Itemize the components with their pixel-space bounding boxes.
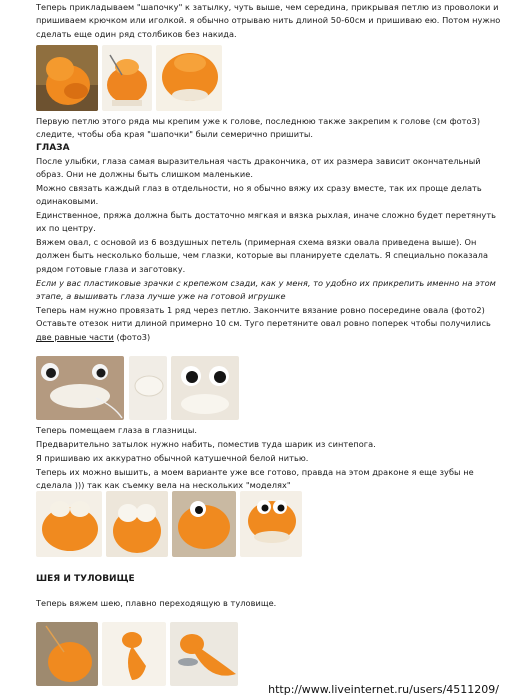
photo-eye-pair <box>171 356 239 420</box>
paragraph-sew-eyes: Я пришиваю их аккуратно обычной катушечной белой нитью. <box>36 453 309 463</box>
photo-head-eyes-side <box>106 491 168 557</box>
photo-dragon-smile <box>240 491 302 557</box>
heading-eyes: ГЛАЗА <box>36 143 70 153</box>
paragraph-embroider: Теперь их можно вышить, а моем варианте уже все готово, правда на этом драконе я еще зубы не сделала ))) так как съемку вела на нескольких "моделях" <box>36 467 474 491</box>
paragraph-eyes-together: Можно связать каждый глаз в отдельности, но я обычно вяжу их сразу вместе, так их проще делать одинаковыми. <box>36 183 482 207</box>
photo-neck-knit <box>36 622 98 686</box>
paragraph-knit-neck: Теперь вяжем шею, плавно переходящую в туловище. <box>36 598 277 608</box>
paragraph-plastic-pupils: Если у вас пластиковые зрачки с крепежом сзади, как у меня, то удобно их прикрепить именно на этом этапе, а вышивать глаза лучше уже на готовой игрушке <box>36 278 496 302</box>
photo-head-cap <box>102 45 152 111</box>
photo-head-eyes-top <box>36 491 102 557</box>
paragraph-place-eyes: Теперь помещаем глаза в глазницы. <box>36 425 197 435</box>
photo-dragon-body <box>102 622 166 686</box>
watermark-url[interactable]: http://www.liveinternet.ru/users/4511209/ <box>268 683 499 696</box>
photo-dragon-full <box>170 622 238 686</box>
paragraph-knit-row: Теперь нам нужно провязать 1 ряд через петлю. Закончите вязание ровно посередине овала (фото2) Оставьте отезок нити длиной примерно 10 см. Туго перетяните овал ровно поперек чтобы получились две равные части (фото3) <box>36 305 491 342</box>
photo-row-cap <box>36 45 222 111</box>
paragraph-eyes-intro: После улыбки, глаза самая выразительная часть дракончика, от их размера зависит окончательный образ. Они не должны быть слишком маленькие. <box>36 156 481 180</box>
photo-dragon-side <box>172 491 236 557</box>
paragraph-stuff-head: Предварительно затылок нужно набить, поместив туда шарик из синтепога. <box>36 439 376 449</box>
photo-head-front <box>156 45 222 111</box>
paragraph-cap-attach: Теперь прикладываем "шапочку" к затылку, чуть выше, чем середина, прикрывая петлю из проволоки и пришиваем крючком или иголкой. я обычно отрываю нить длиной 50-60см и пришиваю ею. Потом нужно сделать еще один ряд столбиков без накида. <box>36 2 501 39</box>
photo-eye-blank <box>36 356 124 420</box>
heading-neck-body: ШЕЯ И ТУЛОВИЩЕ <box>36 574 135 584</box>
paragraph-yarn-soft: Единственное, пряжа должна быть достаточно мягкая и вязка рыхлая, иначе сложно будет перетянуть их по центру. <box>36 210 497 234</box>
photo-eye-half <box>129 356 167 420</box>
photo-row-heads <box>36 491 302 557</box>
photo-row-eyes <box>36 356 239 420</box>
paragraph-first-loop: Первую петлю этого ряда мы крепим уже к голове, последнюю также закрепим к голове (см фото3) следите, чтобы оба края "шапочки" были семерично пришиты. <box>36 116 481 140</box>
paragraph-knit-oval: Вяжем овал, с основой из 6 воздушных петель (примерная схема вязки овала приведена выше). Он должен быть несколько больше, чем глазки, которые вы планируете сделать. Я специально показала рядом готовые глаза и заготовку. <box>36 237 489 274</box>
photo-orange-head <box>36 45 98 111</box>
photo-row-body <box>36 622 238 686</box>
